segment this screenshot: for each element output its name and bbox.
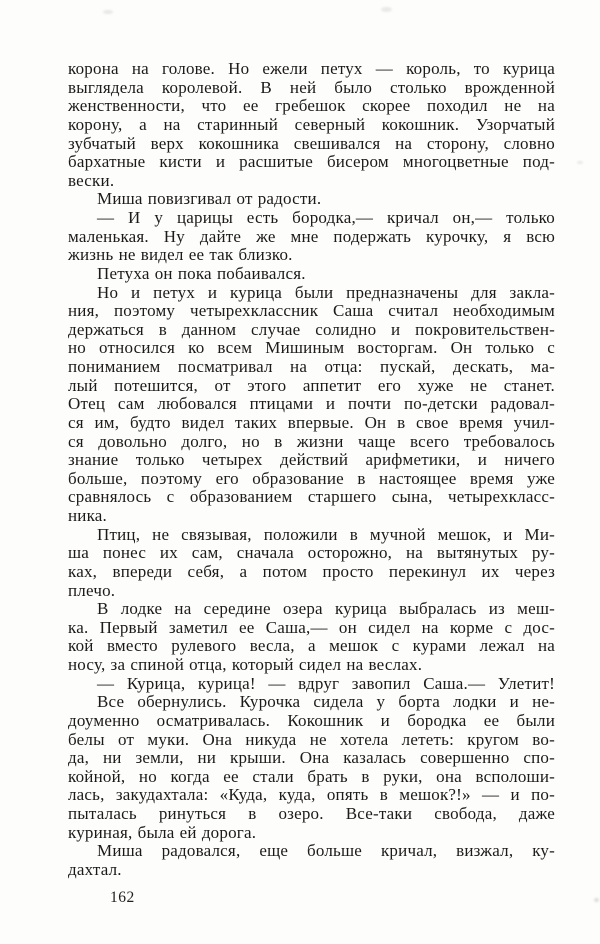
text-line: доуменно осматривалась. Кокошник и бородка ее были — [68, 710, 555, 730]
text-line: маленькая. Ну дайте же мне подержать курочку, я всю — [68, 226, 555, 246]
text-line: знание только четырех действий арифметики, и ничего — [68, 450, 555, 470]
text-line: ния, поэтому четырехклассник Саша считал необходимым — [68, 301, 555, 321]
page-text-block — [68, 60, 555, 880]
text-line: женственности, что ее гребешок скорее походил не на — [68, 96, 555, 116]
text-line: дахтал. — [68, 859, 122, 879]
text-line: белы от муки. Она никуда не хотела лететь: кругом во- — [68, 729, 555, 749]
text-line: но относился ко всем Мишиным восторгам. Он только с — [68, 338, 555, 358]
text-line: больше, поэтому его образование в настоящее время уже — [68, 468, 555, 488]
scan-speckle — [103, 10, 113, 14]
text-line: бархатные кисти и расшитые бисером многоцветные под- — [68, 152, 555, 172]
text-line: корону, а на старинный северный кокошник. Узорчатый — [68, 114, 555, 134]
scan-speckle — [594, 898, 599, 902]
text-line: корона на голове. Но ежели петух — король, то курица — [68, 59, 555, 78]
text-line: жизнь не видел ее так близко. — [68, 245, 293, 265]
text-line: Птиц, не связывая, положили в мучной мешок, и Ми- — [97, 524, 555, 544]
text-line: лась, закудахтала: «Куда, куда, опять в мешок?!» — и по- — [68, 785, 555, 805]
text-line: сравнялось с образованием старшего сына, четырехкласс- — [68, 487, 555, 507]
text-line: ника. — [68, 506, 108, 525]
text-line: выглядела королевой. В ней было столько врожденной — [68, 77, 555, 97]
text-line: куриная, была ей дорога. — [68, 822, 257, 842]
scan-speckle — [381, 7, 392, 12]
text-line: держаться в данном случае солидно и покровительствен- — [68, 319, 555, 339]
text-line: ка. Первый заметил ее Саша,— он сидел на корме с дос- — [68, 617, 555, 637]
page-number: 162 — [110, 889, 135, 906]
text-line: Все обернулись. Курочка сидела у борта лодки и не- — [97, 692, 555, 712]
scan-speckle — [577, 161, 583, 164]
text-line: ся довольно долго, но в жизни чаще всего требовалось — [68, 431, 555, 451]
text-line: лый потешится, от этого аппетит его хуже не станет. — [68, 375, 555, 395]
text-line: зубчатый верх кокошника свешивался на сторону, словно — [68, 133, 555, 153]
text-line: Но и петух и курица были предназначены для закла- — [97, 282, 555, 302]
text-line: Миша радовался, еще больше кричал, визжал, ку- — [97, 841, 555, 861]
text-line: Отец сам любовался птицами и почти по-детски радовал- — [68, 394, 555, 414]
text-line: В лодке на середине озера курица выбралась из меш- — [97, 599, 555, 619]
text-line: пониманием посматривал на отца: пускай, дескать, ма- — [68, 357, 555, 376]
text-line: плечо. — [68, 580, 116, 600]
text-line: пыталась ринуться в озеро. Все-таки свобода, даже — [68, 804, 555, 823]
text-line: — И у царицы есть бородка,— кричал он,— только — [97, 208, 555, 227]
text-line: ша понес их сам, сначала осторожно, на вытянутых ру- — [68, 543, 555, 563]
text-line: Миша повизгивал от радости. — [97, 189, 322, 209]
text-line: да, ни земли, ни крыши. Она казалась совершенно спо- — [68, 748, 555, 768]
text-line: ся им, будто видел таких впервые. Он в свое время учил- — [68, 412, 555, 432]
text-line: Петуха он пока побаивался. — [97, 263, 306, 283]
text-line: койной, но когда ее стали брать в руки, она всполоши- — [68, 766, 555, 786]
text-line: вески. — [68, 170, 115, 190]
text-line: — Курица, курица! — вдруг завопил Саша.— Улетит! — [97, 673, 555, 693]
text-line: носу, за спиной отца, который сидел на веслах. — [68, 655, 423, 674]
text-line: кой вместо рулевого весла, а мешок с курами лежал на — [68, 636, 555, 656]
text-line: ках, впереди себя, а потом просто перекинул их через — [68, 561, 555, 581]
